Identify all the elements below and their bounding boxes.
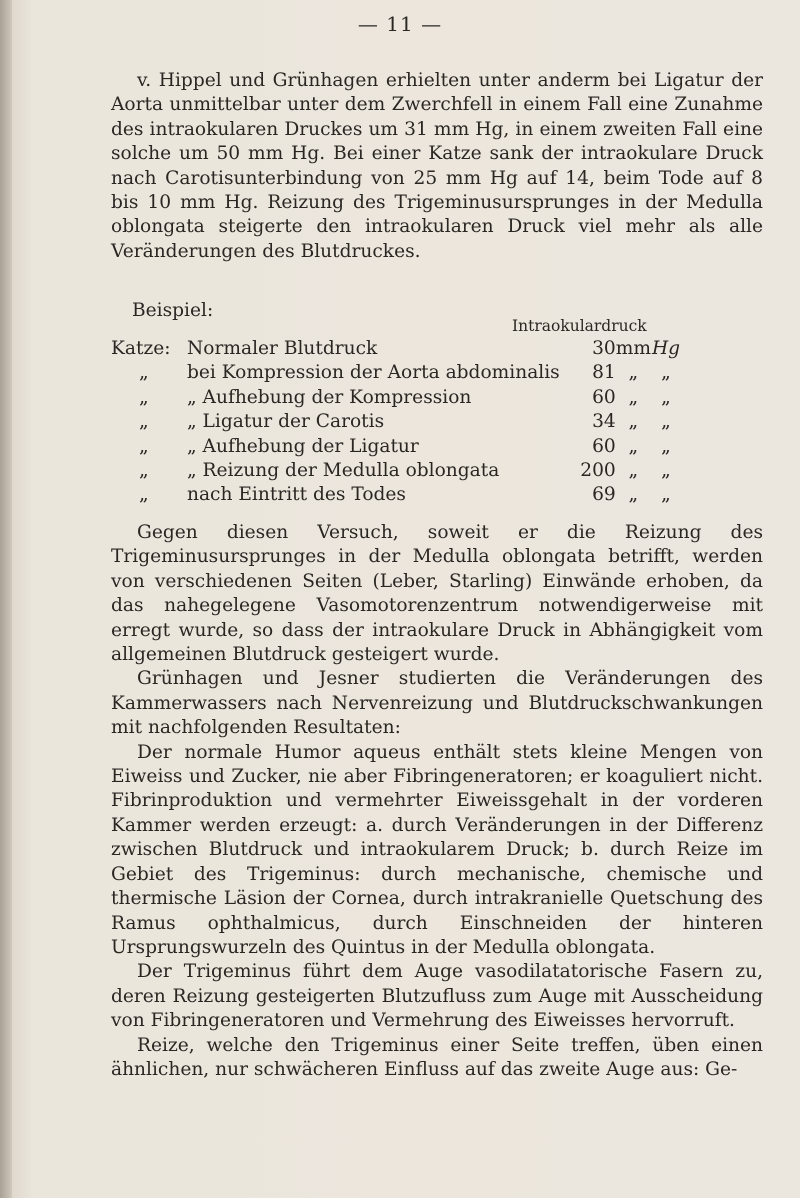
row-unit-2: „ [661,386,671,408]
row-condition: „ Reizung der Medulla oblongata [187,459,500,481]
row-unit-2: „ [661,362,671,384]
paragraph-3: Grünhagen und Jesner studierten die Veränderungen des Kammerwassers nach Nervenreizung und Blutdruckschwankungen mit nachfolgenden Resultaten: [111,668,763,739]
paragraph-block-bottom [111,521,763,1082]
page-edge [0,0,12,1198]
page-number: — 11 — [357,12,443,36]
table-row [111,436,681,460]
row-unit-1: „ [628,435,639,457]
row-subject: „ [139,484,149,506]
row-value: 60 [592,435,616,457]
paragraph-1: v. Hippel und Grünhagen erhielten unter anderm bei Ligatur der Aorta unmittelbar unter dem Zwerchfell in einem Fall eine Zunahme des intraokularen Druckes um 31 mm Hg, in einem zweiten Fall eine solche um 50 mm Hg. Bei einer Katze sank der intraokulare Druck nach Carotisunterbindung von 25 mm Hg auf 14, beim Tode auf 8 bis 10 mm Hg. Reizung des Trigeminusursprunges in der Medulla oblongata steigerte den intraokularen Druck viel mehr als alle Veränderungen des Blutdruckes. [111,70,763,262]
example-title: Beispiel: [132,300,214,321]
row-value: 30 [592,338,616,359]
row-subject: „ [139,411,149,433]
row-unit-1: „ [628,459,639,481]
row-value: 81 [592,362,616,384]
row-unit-1: mm [615,338,651,359]
row-unit-2: Hg [651,338,681,359]
paragraph-block-top [111,69,763,264]
column-header: Intraokulardruck [512,317,647,335]
table-row [111,484,681,508]
paragraph-2: Gegen diesen Versuch, soweit er die Reizung des Trigeminusursprunges in der Medulla oblongata betrifft, werden von verschiedenen Seiten (Leber, Starling) Einwände erhoben, da das nahegelegene Vasomotorenzentrum notwendigerweise mit erregt wurde, so dass der intraokulare Druck in Abhängigkeit vom allgemeinen Blutdruck gesteigert wurde. [111,522,763,666]
row-condition: bei Kompression der Aorta abdominalis [187,362,560,384]
row-subject: „ [139,386,149,408]
row-condition: „ Ligatur der Carotis [187,411,385,433]
row-condition: „ Aufhebung der Ligatur [187,435,419,457]
table-row [111,460,681,484]
row-subject: Katze: [111,338,171,359]
paragraph-5: Der Trigeminus führt dem Auge vasodilatatorische Fasern zu, deren Reizung gesteigerten Blutzufluss zum Auge mit Ausscheidung von Fibringeneratoren und Vermehrung des Eiweisses hervorruft. [111,961,763,1032]
table-row [111,338,681,362]
row-subject: „ [139,459,149,481]
row-condition: Normaler Blutdruck [187,338,378,359]
row-unit-2: „ [661,411,671,433]
table-row [111,362,681,386]
row-unit-2: „ [661,459,671,481]
row-value: 200 [580,459,616,481]
example-table [111,338,681,509]
row-subject: „ [139,362,149,384]
row-value: 34 [592,411,616,433]
row-unit-2: „ [661,484,671,506]
row-unit-1: „ [628,386,639,408]
paragraph-6: Reize, welche den Trigeminus einer Seite treffen, üben einen ähnlichen, nur schwächeren Einfluss auf das zweite Auge aus: Ge- [111,1034,763,1080]
row-unit-1: „ [628,411,639,433]
paragraph-4: Der normale Humor aqueus enthält stets kleine Mengen von Eiweiss und Zucker, nie aber Fibringeneratoren; er koaguliert nicht. Fibrinproduktion und vermehrter Eiweissgehalt in der vorderen Kammer werden erzeugt: a. durch Veränderungen in der Differenz zwischen Blutdruck und intraokularem Druck; b. durch Reize im Gebiet des Trigeminus: durch mechanische, chemische und thermische Läsion der Cornea, durch intrakranielle Quetschung des Ramus ophthalmicus, durch Einschneiden der hinteren Ursprungswurzeln des Quintus in der Medulla oblongata. [111,741,763,958]
row-value: 69 [592,484,616,506]
row-condition: nach Eintritt des Todes [187,484,406,506]
row-value: 60 [592,386,616,408]
row-subject: „ [139,435,149,457]
row-condition: „ Aufhebung der Kompression [187,386,472,408]
table-row [111,387,681,411]
table-row [111,411,681,435]
row-unit-2: „ [661,435,671,457]
row-unit-1: „ [628,362,639,384]
row-unit-1: „ [628,484,639,506]
